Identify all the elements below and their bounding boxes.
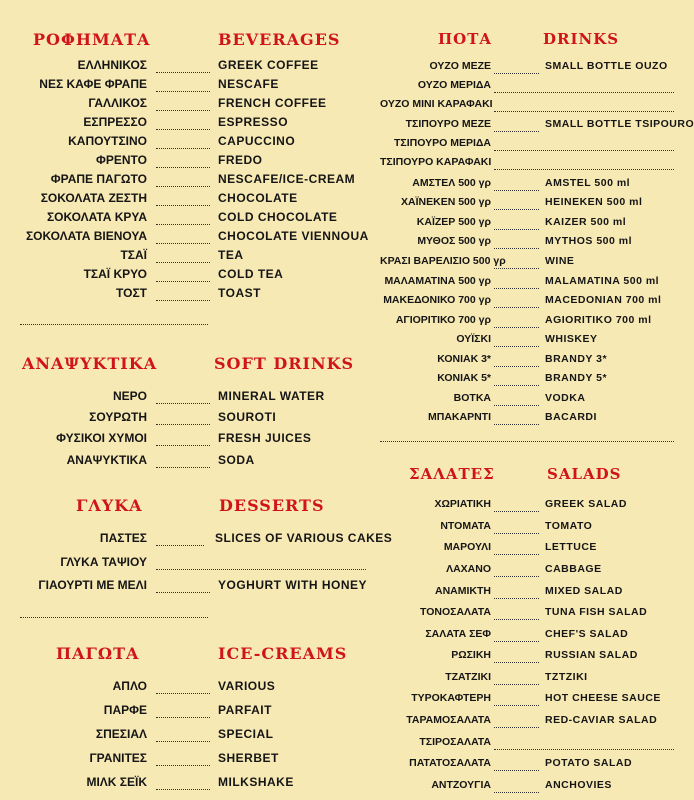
item-name-gr: ΛΑΧΑΝΟ <box>446 563 491 575</box>
item-name-en: TOAST <box>218 286 261 300</box>
item-name-en: TZTZIKI <box>545 671 588 683</box>
dot-leader <box>156 467 210 468</box>
menu-item <box>0 58 372 77</box>
menu-item <box>380 275 694 294</box>
dot-leader <box>494 248 539 249</box>
section-title-en: BEVERAGES <box>218 30 341 49</box>
dot-leader <box>494 131 539 132</box>
section-title-gr: ΣΑΛΑΤΕΣ <box>409 465 495 483</box>
item-name-gr: ΟΥΖΟ ΜΕΖΕ <box>429 60 491 72</box>
dot-leader <box>494 641 539 642</box>
menu-item <box>380 411 694 430</box>
item-name-gr: ΚΟΝΙΑΚ 5* <box>437 372 491 384</box>
dot-leader <box>156 765 210 766</box>
item-name-gr: ΑΝΤΖΟΥΓΙΑ <box>431 779 491 791</box>
item-name-en: YOGHURT WITH HONEY <box>218 578 367 592</box>
dot-leader <box>494 150 674 151</box>
menu-item <box>380 196 694 215</box>
item-name-en: SMALL BOTTLE TSIPOURO <box>545 118 694 130</box>
dot-leader <box>156 569 366 570</box>
item-name-en: MALAMATINA 500 ml <box>545 275 660 287</box>
menu-item <box>0 775 372 794</box>
item-name-gr: ΒΟΤΚΑ <box>453 392 491 404</box>
dot-leader <box>494 190 539 191</box>
item-name-gr: ΣΟΥΡΩΤΗ <box>89 410 147 424</box>
item-name-en: SLICES OF VARIOUS CAKES <box>215 531 393 545</box>
menu-item <box>380 118 694 137</box>
item-name-en: TEA <box>218 248 244 262</box>
dot-leader <box>494 424 539 425</box>
item-name-gr: ΤΣΙΡΟΣΑΛΑΤΑ <box>419 736 491 748</box>
menu-item <box>0 248 372 267</box>
menu-item <box>380 294 694 313</box>
menu-item <box>0 115 372 134</box>
dot-leader <box>156 243 210 244</box>
section-title-en: ICE-CREAMS <box>218 644 348 663</box>
dot-leader <box>494 749 674 750</box>
item-name-gr: ΦΥΣΙΚΟΙ ΧΥΜΟΙ <box>56 431 147 445</box>
menu-item <box>0 210 372 229</box>
menu-item <box>380 372 694 391</box>
item-name-gr: ΜΥΘΟΣ 500 γρ <box>417 235 491 247</box>
menu-item <box>0 191 372 210</box>
item-name-gr: ΑΓΙΟΡΙΤΙΚΟ 700 γρ <box>395 314 491 326</box>
item-name-gr: ΤΣΙΠΟΥΡΟ ΚΑΡΑΦΑΚΙ <box>380 156 492 168</box>
menu-item <box>380 779 694 798</box>
item-name-en: SHERBET <box>218 751 279 765</box>
section-title-gr: ΓΛΥΚΑ <box>76 496 143 515</box>
dot-leader <box>156 167 210 168</box>
item-name-en: POTATO SALAD <box>545 757 633 769</box>
dot-leader <box>494 662 539 663</box>
dot-leader <box>156 592 210 593</box>
menu-item <box>0 389 372 408</box>
dot-leader <box>494 405 539 406</box>
item-name-en: TOMATO <box>545 520 593 532</box>
menu-item <box>380 333 694 352</box>
item-name-gr: ΠΑΣΤΕΣ <box>99 531 147 545</box>
item-name-en: FRENCH COFFEE <box>218 96 327 110</box>
dot-leader <box>494 169 674 170</box>
item-name-en: TUNA FISH SALAD <box>545 606 648 618</box>
item-name-en: MACEDONIAN 700 ml <box>545 294 662 306</box>
dot-leader <box>494 327 539 328</box>
dot-leader <box>494 268 539 269</box>
dot-leader <box>156 148 210 149</box>
item-name-gr: ΟΥΖΟ ΜΙΝΙ ΚΑΡΑΦΑΚΙ <box>380 98 493 110</box>
dot-leader <box>494 209 539 210</box>
item-name-gr: ΣΟΚΟΛΑΤΑ ΒΙΕΝΟΥΑ <box>25 229 147 243</box>
menu-item <box>380 541 694 560</box>
dot-leader <box>494 92 674 93</box>
dot-leader <box>156 205 210 206</box>
section-separator <box>20 324 208 325</box>
item-name-en: COLD TEA <box>218 267 284 281</box>
menu-item <box>380 563 694 582</box>
menu-item <box>0 679 372 698</box>
dot-leader <box>494 684 539 685</box>
section-separator <box>380 441 674 442</box>
item-name-gr: ΑΠΛΟ <box>112 679 147 693</box>
section-title-en: SALADS <box>547 465 622 483</box>
dot-leader <box>494 385 539 386</box>
menu-item <box>380 498 694 517</box>
dot-leader <box>156 281 210 282</box>
dot-leader <box>156 262 210 263</box>
item-name-en: RUSSIAN SALAD <box>545 649 638 661</box>
item-name-gr: ΑΝΑΨΥΚΤΙΚΑ <box>66 453 147 467</box>
item-name-gr: ΚΑΠΟΥΤΣΙΝΟ <box>68 134 147 148</box>
dot-leader <box>494 307 539 308</box>
item-name-gr: ΜΑΡΟΥΛΙ <box>443 541 491 553</box>
menu-item <box>380 216 694 235</box>
item-name-gr: ΚΡΑΣΙ ΒΑΡΕΛΙΣΙΟ 500 γρ <box>380 255 506 267</box>
menu-item <box>0 555 372 574</box>
item-name-en: FREDO <box>218 153 263 167</box>
menu-item <box>380 353 694 372</box>
item-name-gr: ΕΣΠΡΕΣΣΟ <box>83 115 147 129</box>
item-name-en: COLD CHOCOLATE <box>218 210 338 224</box>
dot-leader <box>494 533 539 534</box>
dot-leader <box>156 110 210 111</box>
menu-item <box>0 96 372 115</box>
dot-leader <box>494 598 539 599</box>
item-name-en: GREEK COFFEE <box>218 58 319 72</box>
menu-item <box>380 177 694 196</box>
item-name-gr: ΜΠΑΚΑΡΝΤΙ <box>428 411 491 423</box>
dot-leader <box>494 366 539 367</box>
item-name-en: HEINEKEN 500 ml <box>545 196 643 208</box>
dot-leader <box>494 727 539 728</box>
item-name-en: VARIOUS <box>218 679 276 693</box>
item-name-en: SMALL BOTTLE OUZO <box>545 60 668 72</box>
menu-item <box>380 649 694 668</box>
section-title-gr: ΠΑΓΩΤΑ <box>56 644 140 663</box>
dot-leader <box>494 705 539 706</box>
item-name-gr: ΤΟΣΤ <box>116 286 147 300</box>
menu-item <box>0 578 372 597</box>
item-name-en: NESCAFE <box>218 77 279 91</box>
item-name-en: BRANDY 3* <box>545 353 608 365</box>
section-title-en: DRINKS <box>543 30 620 48</box>
dot-leader <box>156 741 210 742</box>
dot-leader <box>156 129 210 130</box>
menu-item <box>0 286 372 305</box>
menu-item <box>380 255 694 274</box>
menu-item <box>380 392 694 411</box>
menu-item <box>0 267 372 286</box>
dot-leader <box>156 717 210 718</box>
dot-leader <box>494 229 539 230</box>
item-name-gr: ΤΟΝΟΣΑΛΑΤΑ <box>420 606 491 618</box>
item-name-en: CABBAGE <box>545 563 602 575</box>
dot-leader <box>494 770 539 771</box>
section-title-en: SOFT DRINKS <box>214 354 355 373</box>
dot-leader <box>156 545 204 546</box>
item-name-gr: ΡΩΣΙΚΗ <box>451 649 491 661</box>
item-name-en: ESPRESSO <box>218 115 289 129</box>
item-name-en: MIXED SALAD <box>545 585 623 597</box>
item-name-gr: ΧΑΪΝΕΚΕΝ 500 γρ <box>401 196 491 208</box>
item-name-en: AMSTEL 500 ml <box>545 177 631 189</box>
dot-leader <box>156 224 210 225</box>
menu-item <box>0 77 372 96</box>
item-name-en: WHISKEY <box>545 333 598 345</box>
item-name-en: HOT CHEESE SAUCE <box>545 692 661 704</box>
item-name-gr: ΓΡΑΝΙΤΕΣ <box>89 751 147 765</box>
item-name-en: CHEF'S SALAD <box>545 628 629 640</box>
menu-item <box>380 736 694 755</box>
item-name-gr: ΤΣΑΪ ΚΡΥΟ <box>83 267 147 281</box>
section-title-gr: ΡΟΦΗΜΑΤΑ <box>33 30 151 49</box>
item-name-en: SOUROTI <box>218 410 277 424</box>
item-name-gr: ΦΡΑΠΕ ΠΑΓΩΤΟ <box>50 172 147 186</box>
item-name-en: CAPUCCINO <box>218 134 296 148</box>
dot-leader <box>156 72 210 73</box>
dot-leader <box>156 789 210 790</box>
menu-item <box>380 235 694 254</box>
dot-leader <box>156 445 210 446</box>
item-name-en: GREEK SALAD <box>545 498 627 510</box>
item-name-en: PARFAIT <box>218 703 272 717</box>
menu-item <box>380 98 694 117</box>
item-name-gr: ΜΑΚΕΔΟΝΙΚΟ 700 γρ <box>383 294 491 306</box>
menu-item <box>380 628 694 647</box>
dot-leader <box>156 300 210 301</box>
dot-leader <box>494 73 539 74</box>
dot-leader <box>494 619 539 620</box>
menu-item <box>0 531 393 550</box>
section-title-gr: ΑΝΑΨΥΚΤΙΚΑ <box>22 354 158 373</box>
dot-leader <box>494 511 539 512</box>
item-name-gr: ΤΣΙΠΟΥΡΟ ΜΕΖΕ <box>405 118 491 130</box>
dot-leader <box>156 693 210 694</box>
item-name-gr: ΓΙΑΟΥΡΤΙ ΜΕ ΜΕΛΙ <box>38 578 147 592</box>
item-name-gr: ΚΟΝΙΑΚ 3* <box>437 353 491 365</box>
item-name-en: SPECIAL <box>218 727 274 741</box>
item-name-gr: ΓΛΥΚΑ ΤΑΨΙΟΥ <box>60 555 147 569</box>
item-name-gr: ΣΑΛΑΤΑ ΣΕΦ <box>425 628 491 640</box>
item-name-en: MILKSHAKE <box>218 775 294 789</box>
dot-leader <box>156 91 210 92</box>
item-name-gr: ΦΡΕΝΤΟ <box>96 153 147 167</box>
item-name-gr: ΣΟΚΟΛΑΤΑ ΖΕΣΤΗ <box>40 191 147 205</box>
dot-leader <box>494 346 539 347</box>
menu-item <box>0 431 372 450</box>
item-name-en: SODA <box>218 453 255 467</box>
item-name-gr: ΤΣΙΠΟΥΡΟ ΜΕΡΙΔΑ <box>394 137 491 149</box>
menu-item <box>0 727 372 746</box>
item-name-en: LETTUCE <box>545 541 597 553</box>
menu-item <box>380 585 694 604</box>
menu-item <box>380 60 694 79</box>
dot-leader <box>494 111 674 112</box>
menu-item <box>0 751 372 770</box>
item-name-en: CHOCOLATE VIENNOUA <box>218 229 369 243</box>
item-name-gr: ΝΤΟΜΑΤΑ <box>440 520 491 532</box>
dot-leader <box>494 576 539 577</box>
dot-leader <box>494 792 539 793</box>
item-name-en: AGIORITIKO 700 ml <box>545 314 652 326</box>
item-name-gr: ΣΟΚΟΛΑΤΑ ΚΡΥΑ <box>46 210 147 224</box>
menu-item <box>380 156 694 175</box>
item-name-en: FRESH JUICES <box>218 431 312 445</box>
item-name-gr: ΑΝΑΜΙΚΤΗ <box>435 585 491 597</box>
section-title-gr: ΠΟΤΑ <box>438 30 493 48</box>
menu-item <box>380 606 694 625</box>
item-name-en: KAIZER 500 ml <box>545 216 627 228</box>
item-name-en: CHOCOLATE <box>218 191 298 205</box>
item-name-gr: ΠΑΡΦΕ <box>103 703 147 717</box>
menu-item <box>380 314 694 333</box>
menu-item <box>380 671 694 690</box>
item-name-gr: ΟΥΖΟ ΜΕΡΙΔΑ <box>417 79 491 91</box>
item-name-gr: ΣΠΕΣΙΑΛ <box>95 727 147 741</box>
item-name-en: MINERAL WATER <box>218 389 325 403</box>
item-name-en: RED-CAVIAR SALAD <box>545 714 658 726</box>
item-name-gr: ΕΛΛΗΝΙΚΟΣ <box>77 58 147 72</box>
item-name-gr: ΤΥΡΟΚΑΦΤΕΡΗ <box>411 692 491 704</box>
item-name-gr: ΤΖΑΤΖΙΚΙ <box>445 671 491 683</box>
menu-item <box>0 153 372 172</box>
item-name-gr: ΚΑΪΖΕΡ 500 γρ <box>416 216 491 228</box>
item-name-gr: ΑΜΣΤΕΛ 500 γρ <box>412 177 491 189</box>
dot-leader <box>156 403 210 404</box>
menu-item <box>0 134 372 153</box>
item-name-en: NESCAFE/ICE-CREAM <box>218 172 356 186</box>
dot-leader <box>156 424 210 425</box>
item-name-en: VODKA <box>545 392 586 404</box>
dot-leader <box>494 288 539 289</box>
item-name-gr: ΜΙΛΚ ΣΕΪΚ <box>86 775 147 789</box>
item-name-gr: ΧΩΡΙΑΤΙΚΗ <box>434 498 491 510</box>
item-name-en: MYTHOS 500 ml <box>545 235 633 247</box>
menu-item <box>0 172 372 191</box>
item-name-en: BACARDI <box>545 411 597 423</box>
dot-leader <box>494 554 539 555</box>
menu-item <box>0 229 372 248</box>
item-name-gr: ΠΑΤΑΤΟΣΑΛΑΤΑ <box>409 757 491 769</box>
menu-item <box>380 137 694 156</box>
item-name-en: WINE <box>545 255 575 267</box>
section-separator <box>20 617 208 618</box>
section-title-en: DESSERTS <box>219 496 325 515</box>
menu-item <box>380 79 694 98</box>
item-name-gr: ΤΑΡΑΜΟΣΑΛΑΤΑ <box>406 714 491 726</box>
item-name-en: BRANDY 5* <box>545 372 608 384</box>
dot-leader <box>156 186 210 187</box>
item-name-gr: ΓΑΛΛΙΚΟΣ <box>88 96 147 110</box>
item-name-gr: ΟΥΪΣΚΙ <box>456 333 491 345</box>
item-name-gr: ΝΕΣ ΚΑΦΕ ΦΡΑΠΕ <box>39 77 147 91</box>
menu-item <box>380 692 694 711</box>
menu-item <box>380 714 694 733</box>
menu-item <box>0 410 372 429</box>
menu-item <box>380 757 694 776</box>
menu-item <box>0 703 372 722</box>
item-name-gr: ΝΕΡΟ <box>112 389 147 403</box>
item-name-gr: ΜΑΛΑΜΑΤΙΝΑ 500 γρ <box>384 275 491 287</box>
menu-item <box>380 520 694 539</box>
item-name-gr: ΤΣΑΪ <box>120 248 147 262</box>
item-name-en: ANCHOVIES <box>545 779 612 791</box>
menu-item <box>0 453 372 472</box>
